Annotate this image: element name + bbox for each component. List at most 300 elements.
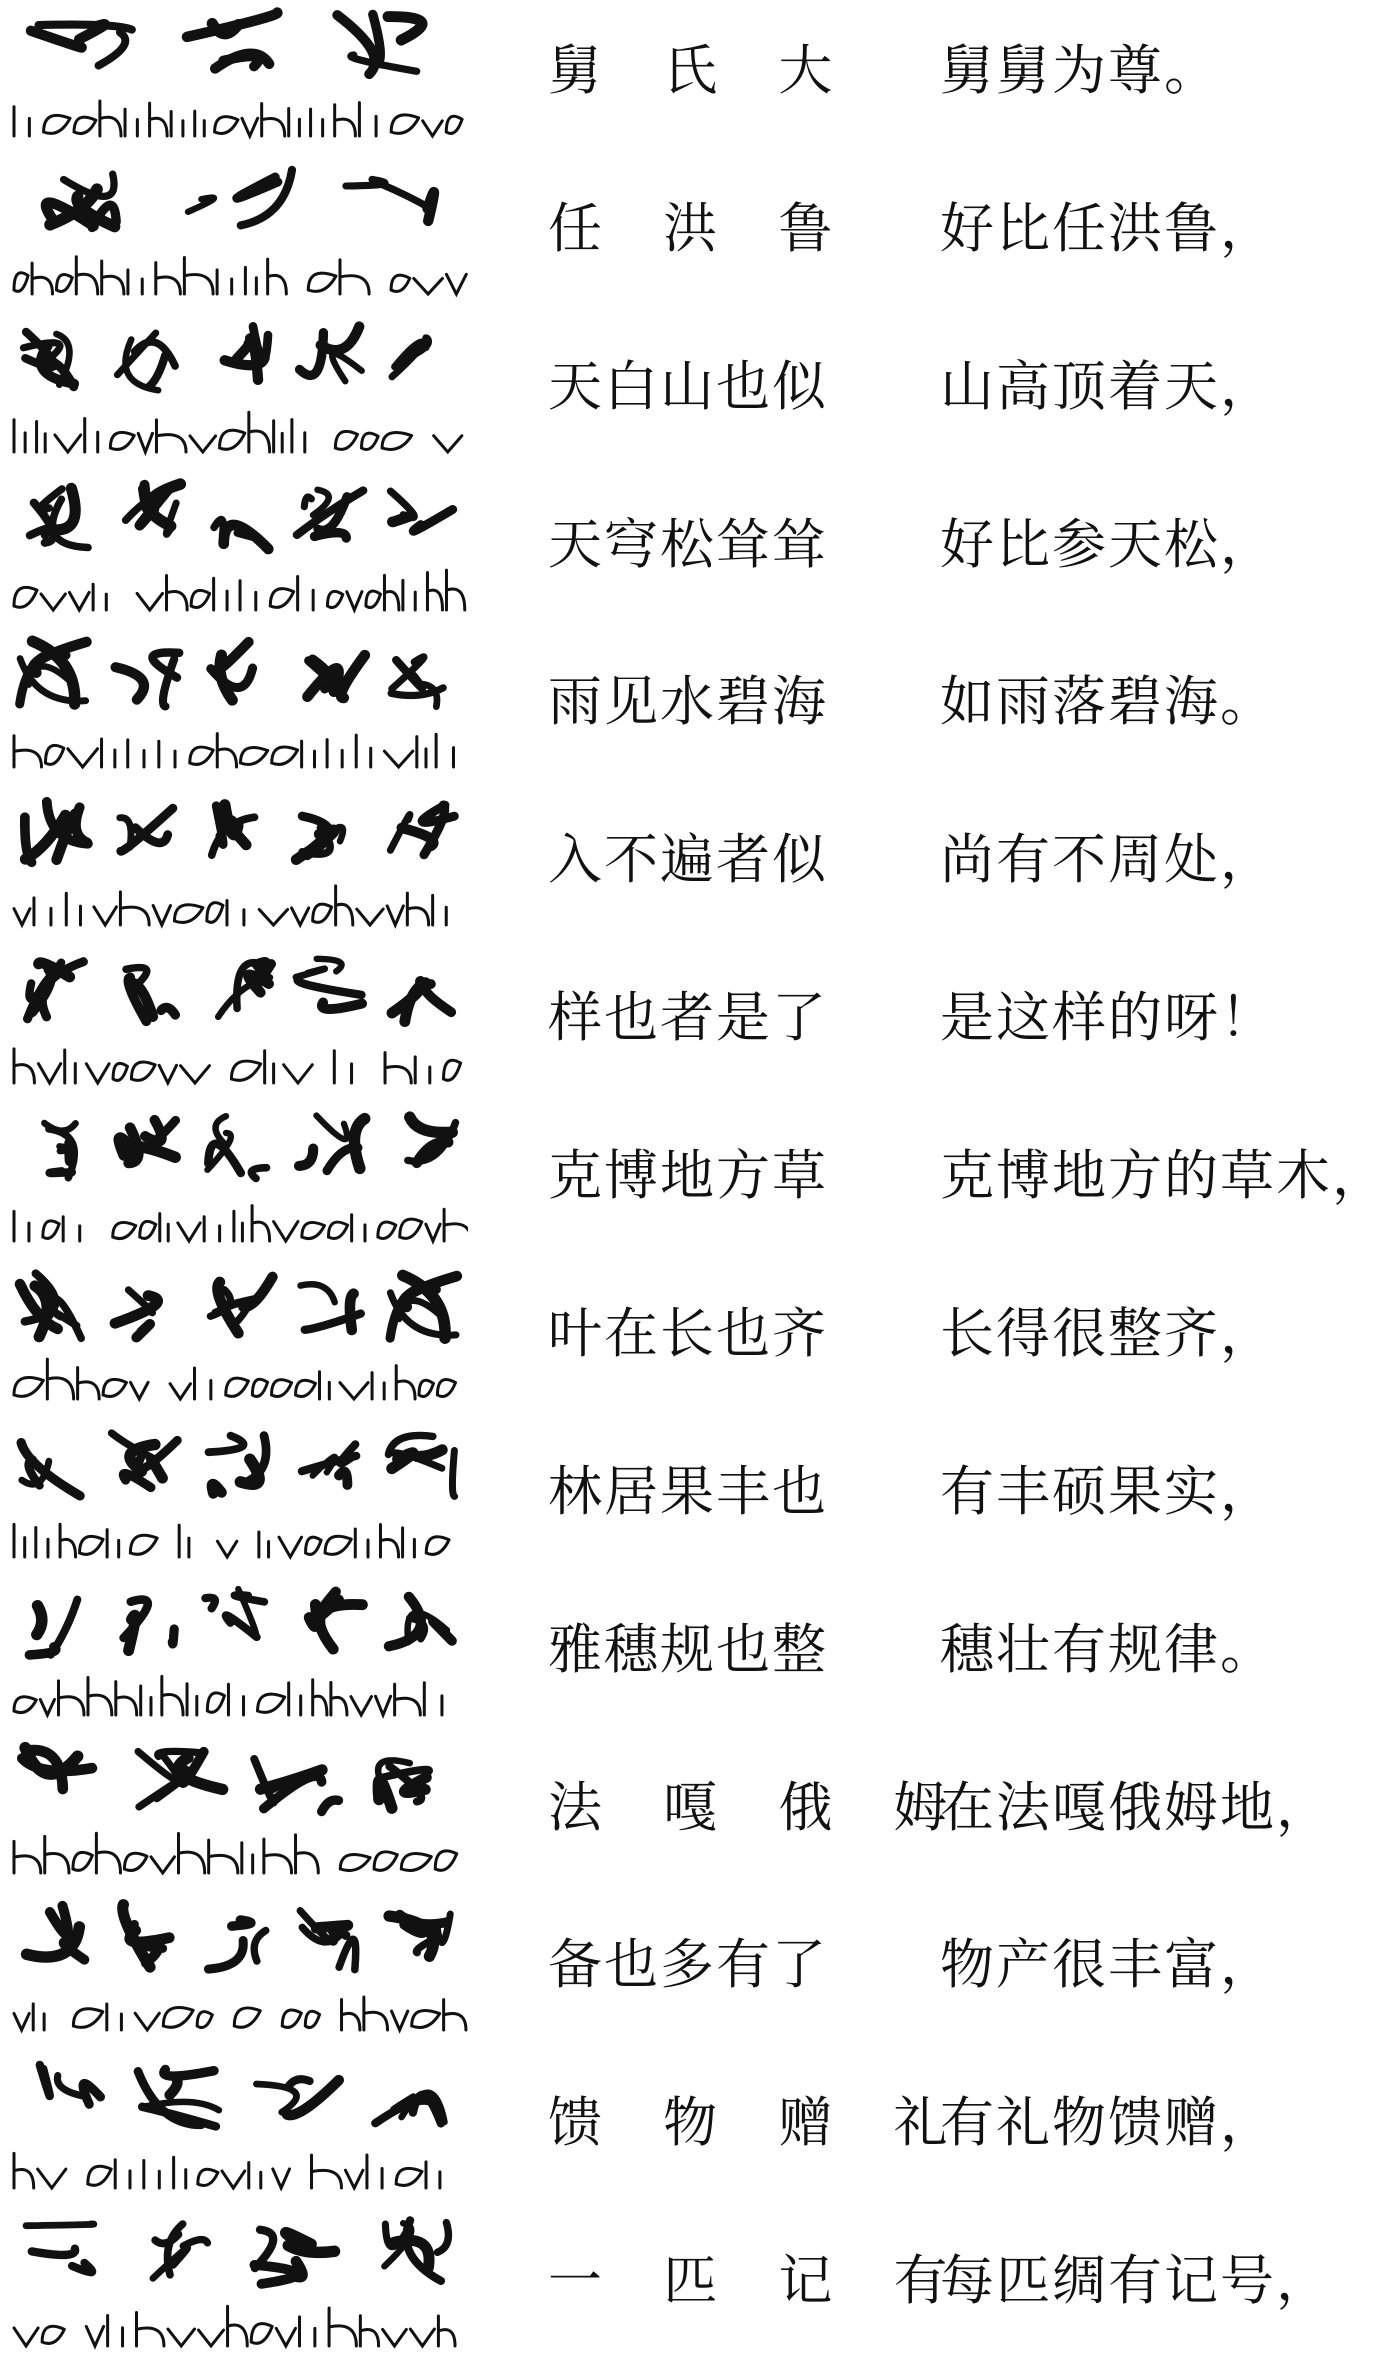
romanization-letter: [335, 431, 357, 449]
romanization-line: [8, 246, 468, 302]
romanization-letter: [433, 896, 447, 926]
romanization-letter: [228, 1684, 243, 1715]
literal-gloss: 克博地方草: [548, 1144, 828, 1208]
romanization-letter: [222, 2171, 245, 2188]
romanization-letter: [383, 2330, 407, 2347]
romanization-line: [8, 88, 468, 144]
native-script-line: [8, 320, 468, 398]
native-script-line: [8, 1898, 468, 1976]
romanization-letter: [329, 2308, 356, 2346]
romanization-letter: [378, 1222, 396, 1238]
romanization-letter: [36, 1527, 48, 1556]
romanization-letter: [197, 2012, 212, 2028]
script-glyph: [23, 332, 74, 387]
romanization-letter: [171, 111, 183, 136]
romanization-letter: [313, 1679, 327, 1714]
script-column: [8, 951, 468, 1101]
romanization-letter: [85, 418, 98, 451]
romanization-letter: [217, 734, 236, 767]
script-glyph: [218, 963, 271, 1017]
romanization-line: [8, 877, 468, 933]
script-glyph: [29, 1599, 77, 1654]
romanization-letter: [76, 257, 97, 294]
script-glyph: [208, 1920, 265, 1969]
free-translation: 如雨落碧海。: [940, 670, 1276, 734]
romanization-letter: [151, 1856, 174, 1872]
romanization-letter: [357, 909, 383, 925]
script-glyph: [20, 1273, 81, 1338]
romanization-letter: [194, 1368, 210, 1399]
romanization-letter: [204, 1217, 219, 1241]
romanization-letter: [415, 1057, 430, 1083]
romanization-letter: [14, 273, 28, 292]
romanization-letter: [65, 1050, 76, 1083]
romanization-letter: [245, 267, 256, 294]
literal-gloss: 样也者是了: [548, 986, 828, 1050]
native-script-line: [8, 1109, 468, 1187]
script-glyph: [301, 1284, 361, 1330]
verse-row: [0, 789, 1392, 948]
romanization-letter: [240, 580, 256, 609]
script-glyph: [119, 1120, 175, 1163]
native-script-line: [8, 951, 468, 1029]
romanization-letter: [296, 1834, 319, 1872]
verse-row: [0, 947, 1392, 1106]
free-translation: 有礼物馈赠，: [940, 2091, 1276, 2155]
romanization-letter: [444, 1060, 461, 1080]
free-translation: 是这样的呀！: [940, 986, 1276, 1050]
script-glyph: [25, 802, 88, 862]
romanization-letter: [14, 587, 37, 607]
native-script-line: [8, 2056, 468, 2134]
romanization-letter: [434, 435, 462, 451]
romanization-letter: [45, 1836, 69, 1873]
romanization-letter: [327, 740, 342, 767]
romanization-letter: [446, 274, 466, 294]
script-glyph: [346, 179, 434, 221]
script-glyph: [21, 1442, 80, 1495]
script-glyph: [207, 1116, 266, 1178]
romanization-letter: [137, 593, 162, 610]
romanization-letter: [414, 278, 443, 294]
romanization-letter: [340, 1854, 370, 1870]
romanization-letter: [190, 436, 216, 452]
romanization-letter: [150, 103, 168, 136]
romanization-letter: [228, 2306, 248, 2346]
script-glyph: [123, 1905, 170, 1967]
romanization-letter: [391, 275, 410, 291]
literal-gloss: 任 洪 鲁: [548, 196, 855, 260]
script-column: [8, 478, 468, 628]
romanization-letter: [305, 2012, 319, 2028]
romanization-letter: [435, 1850, 456, 1869]
romanization-letter: [68, 749, 98, 767]
verse-row: [0, 1579, 1392, 1738]
romanization-letter: [86, 2327, 103, 2347]
script-column: [8, 1741, 468, 1891]
romanization-letter: [268, 259, 287, 294]
romanization-letter: [215, 117, 238, 134]
romanization-letter: [160, 1214, 168, 1241]
romanization-letter: [282, 2010, 301, 2027]
script-glyph: [30, 488, 88, 547]
native-script-line: [8, 1425, 468, 1503]
script-glyph: [188, 170, 292, 226]
romanization-letter: [156, 420, 186, 452]
romanization-letter: [110, 432, 134, 449]
free-translation: 山高顶着天，: [940, 354, 1276, 418]
romanization-letter: [113, 1064, 127, 1081]
romanization-letter: [198, 2170, 218, 2186]
native-script-line: [8, 793, 468, 871]
romanization-letter: [351, 1696, 372, 1714]
romanization-letter: [37, 421, 46, 451]
romanization-letter: [120, 892, 149, 925]
romanization-letter: [125, 109, 137, 136]
free-translation: 穗壮有规律。: [940, 1617, 1276, 1681]
literal-gloss: 入不遍者似: [548, 828, 828, 892]
romanization-letter: [207, 903, 223, 923]
literal-gloss: 天穹松耸耸: [548, 512, 828, 576]
romanization-letter: [34, 898, 51, 925]
romanization-letter: [258, 1694, 285, 1712]
romanization-letter: [227, 901, 244, 926]
romanization-letter: [382, 432, 412, 449]
literal-gloss: 法 嘎 俄 姆: [548, 1775, 970, 1839]
script-glyph: [126, 968, 175, 1022]
romanization-letter: [366, 591, 381, 607]
free-translation: 好比参天松，: [940, 512, 1276, 576]
verse-row: [0, 1894, 1392, 2053]
script-column: [8, 1109, 468, 1259]
script-glyph: [27, 1906, 85, 1960]
romanization-letter: [14, 2014, 29, 2031]
romanization-letter: [168, 2329, 195, 2346]
romanization-letter: [63, 1217, 80, 1241]
romanization-letter: [252, 1379, 267, 1396]
romanization-letter: [159, 1065, 176, 1083]
verse-row: [0, 1105, 1392, 1264]
romanization-letter: [234, 1211, 242, 1241]
romanization-letter: [391, 115, 418, 133]
native-script-line: [8, 162, 468, 240]
script-glyph: [256, 2079, 338, 2115]
romanization-letter: [179, 1833, 205, 1872]
script-glyph: [138, 1751, 223, 1806]
romanization-letter: [73, 1852, 92, 1870]
native-script-line: [8, 1583, 468, 1661]
romanization-letter: [427, 572, 442, 609]
native-script-line: [8, 1741, 468, 1819]
romanization-letter: [274, 1222, 298, 1241]
romanization-letter: [384, 752, 412, 768]
romanization-letter: [412, 2011, 440, 2028]
literal-gloss: 备也多有了: [548, 1933, 828, 1997]
romanization-letter: [270, 588, 293, 607]
romanization-letter: [242, 1842, 253, 1872]
script-glyph: [138, 2070, 219, 2127]
romanization-letter: [296, 1380, 316, 1396]
literal-gloss: 天白山也似: [548, 354, 828, 418]
script-glyph: [209, 1435, 267, 1493]
romanization-letter: [331, 1682, 347, 1715]
romanization-letter: [96, 1833, 120, 1873]
script-column: [8, 1425, 468, 1575]
romanization-letter: [372, 1373, 384, 1399]
romanization-letter: [300, 2317, 315, 2346]
romanization-letter: [14, 107, 29, 136]
script-glyph: [388, 1435, 454, 1496]
romanization-letter: [259, 910, 287, 926]
romanization-letter: [220, 430, 245, 449]
romanization-letter: [306, 1537, 322, 1554]
romanization-letter: [380, 1524, 398, 1556]
script-glyph: [384, 2221, 448, 2282]
free-translation: 尚有不周处，: [940, 828, 1276, 892]
romanization-letter: [345, 2171, 362, 2189]
romanization-letter: [396, 1366, 415, 1399]
script-glyph: [302, 1444, 356, 1485]
romanization-letter: [56, 274, 72, 291]
romanization-line: [8, 1035, 468, 1091]
romanization-line: [8, 1667, 468, 1723]
literal-gloss: 舅 氏 大: [548, 39, 855, 102]
romanization-letter: [400, 1219, 422, 1238]
romanization-letter: [184, 257, 213, 294]
romanization-letter: [311, 109, 323, 136]
script-glyph: [31, 24, 132, 65]
romanization-line: [8, 1982, 468, 2038]
free-translation: 长得很整齐，: [940, 1301, 1276, 1365]
romanization-letter: [242, 118, 258, 136]
romanization-letter: [162, 1676, 183, 1715]
romanization-letter: [340, 260, 369, 294]
romanization-letter: [264, 1839, 292, 1873]
romanization-letter: [328, 591, 343, 607]
script-glyph: [337, 14, 422, 74]
script-column: [8, 1898, 468, 2048]
romanization-letter: [102, 261, 124, 294]
free-translation: 克博地方的草木，: [940, 1144, 1388, 1208]
verse-row: [0, 316, 1392, 475]
romanization-letter: [355, 1529, 368, 1557]
romanization-letter: [207, 1693, 224, 1712]
literal-gloss: 叶在长也齐: [548, 1301, 828, 1365]
romanization-letter: [265, 1051, 274, 1083]
script-glyph: [300, 326, 362, 381]
literal-gloss: 雨见水碧海: [548, 670, 828, 734]
script-glyph: [296, 959, 362, 1009]
romanization-letter: [14, 736, 41, 767]
romanization-letter: [138, 433, 152, 452]
verse-row: [0, 2052, 1392, 2211]
romanization-letter: [374, 1851, 397, 1870]
free-translation: 在法嘎俄姆地，: [940, 1775, 1332, 1839]
script-glyph: [254, 2230, 334, 2284]
romanization-line: [8, 404, 468, 460]
romanization-line: [8, 2298, 468, 2354]
script-column: [8, 162, 468, 312]
romanization-letter: [80, 1536, 104, 1554]
romanization-letter: [234, 2008, 260, 2027]
romanization-letter: [424, 1682, 442, 1714]
romanization-letter: [340, 1383, 368, 1399]
romanization-letter: [74, 117, 96, 133]
romanization-letter: [14, 2154, 34, 2189]
romanization-letter: [107, 2004, 122, 2030]
native-script-line: [8, 478, 468, 556]
romanization-letter: [387, 906, 403, 925]
free-translation: 有丰硕果实，: [940, 1459, 1276, 1523]
romanization-letter: [33, 2004, 44, 2030]
romanization-letter: [60, 1524, 76, 1557]
romanization-letter: [410, 2329, 434, 2346]
romanization-letter: [417, 737, 426, 767]
romanization-letter: [356, 736, 370, 768]
romanization-letter: [14, 1524, 25, 1557]
literal-gloss: 雅穗规也整: [548, 1617, 828, 1681]
romanization-letter: [14, 419, 25, 451]
romanization-letter: [14, 1841, 41, 1873]
romanization-letter: [241, 748, 268, 765]
romanization-letter: [153, 906, 170, 925]
romanization-letter: [181, 1066, 210, 1083]
romanization-letter: [360, 2316, 378, 2346]
romanization-letter: [113, 1222, 136, 1238]
romanization-letter: [187, 1683, 197, 1714]
romanization-letter: [396, 2169, 422, 2186]
romanization-letter: [88, 1677, 112, 1715]
romanization-letter: [312, 2155, 342, 2188]
romanization-letter: [276, 2328, 295, 2346]
romanization-letter: [385, 1053, 411, 1083]
romanization-letter: [116, 1681, 137, 1714]
romanization-letter: [209, 1840, 238, 1873]
romanization-letter: [55, 435, 81, 452]
script-glyph: [153, 2224, 208, 2278]
romanization-letter: [395, 1684, 421, 1715]
romanization-letter: [407, 893, 428, 925]
romanization-letter: [342, 2000, 360, 2030]
romanization-letter: [302, 742, 315, 768]
native-script-line: [8, 1267, 468, 1345]
romanization-letter: [251, 2324, 272, 2344]
romanization-letter: [403, 580, 415, 610]
romanization-letter: [272, 747, 298, 764]
romanization-letter: [141, 1686, 151, 1715]
script-column: [8, 793, 468, 943]
script-glyph: [187, 13, 277, 69]
script-glyph: [375, 2093, 444, 2124]
free-translation: 每匹绸有记号，: [940, 2249, 1332, 2313]
script-column: [8, 635, 468, 785]
romanization-letter: [102, 739, 115, 767]
romanization-letter: [167, 575, 188, 610]
romanization-line: [8, 719, 468, 775]
script-glyph: [212, 805, 255, 855]
romanization-letter: [446, 570, 464, 610]
romanization-letter: [115, 2160, 130, 2188]
literal-gloss: 馈 物 赠 礼: [548, 2091, 970, 2155]
script-glyph: [40, 2065, 101, 2104]
script-glyph: [124, 1599, 175, 1650]
romanization-letter: [262, 103, 285, 136]
script-glyph: [22, 1747, 92, 1788]
verse-row: [0, 158, 1392, 317]
romanization-letter: [231, 1061, 260, 1080]
script-glyph: [46, 174, 116, 227]
script-column: [8, 320, 468, 470]
romanization-letter: [302, 1223, 325, 1239]
romanization-letter: [47, 1359, 73, 1399]
script-glyph: [392, 338, 428, 377]
romanization-letter: [274, 421, 283, 452]
script-glyph: [211, 642, 253, 700]
script-glyph: [112, 1433, 178, 1487]
romanization-line: [8, 1351, 468, 1407]
native-script-line: [8, 635, 468, 713]
romanization-letter: [14, 1696, 36, 1712]
script-glyph: [205, 1589, 264, 1637]
free-translation: 物产很丰富，: [940, 1933, 1276, 1997]
romanization-letter: [14, 1049, 34, 1083]
romanization-letter: [249, 412, 270, 452]
script-glyph: [408, 1117, 456, 1163]
romanization-letter: [38, 1064, 60, 1083]
romanization-letter: [249, 2163, 261, 2188]
romanization-letter: [292, 908, 309, 925]
romanization-letter: [163, 2008, 193, 2028]
romanization-letter: [272, 1380, 292, 1397]
romanization-line: [8, 1193, 468, 1249]
romanization-letter: [195, 111, 205, 136]
romanization-line: [8, 562, 468, 618]
script-glyph: [390, 805, 454, 855]
literal-gloss: 林居果丰也: [548, 1459, 828, 1523]
romanization-letter: [347, 591, 362, 609]
romanization-letter: [423, 121, 443, 136]
script-glyph: [392, 982, 451, 1022]
script-column: [8, 1583, 468, 1733]
verse-row: [0, 2210, 1392, 2369]
romanization-letter: [334, 1051, 351, 1083]
romanization-letter: [252, 1206, 269, 1241]
romanization-letter: [436, 735, 453, 768]
native-script-line: [8, 4, 468, 82]
script-glyph: [44, 1123, 75, 1178]
romanization-letter: [392, 2012, 408, 2031]
script-column: [8, 2056, 468, 2206]
romanization-letter: [179, 1525, 189, 1557]
romanization-letter: [217, 1541, 236, 1557]
romanization-letter: [103, 1379, 126, 1396]
romanization-letter: [124, 1853, 147, 1870]
romanization-letter: [362, 433, 379, 449]
romanization-letter: [128, 270, 142, 294]
romanization-letter: [279, 1537, 302, 1557]
script-glyph: [389, 1596, 452, 1646]
romanization-letter: [174, 2158, 186, 2189]
romanization-letter: [66, 894, 80, 926]
romanization-letter: [144, 2161, 159, 2189]
script-glyph: [117, 333, 175, 390]
romanization-letter: [86, 1064, 109, 1083]
romanization-letter: [328, 1222, 347, 1238]
romanization-letter: [364, 1997, 388, 2030]
romanization-letter: [14, 1377, 43, 1396]
romanization-letter: [69, 592, 89, 610]
script-glyph: [20, 642, 87, 705]
